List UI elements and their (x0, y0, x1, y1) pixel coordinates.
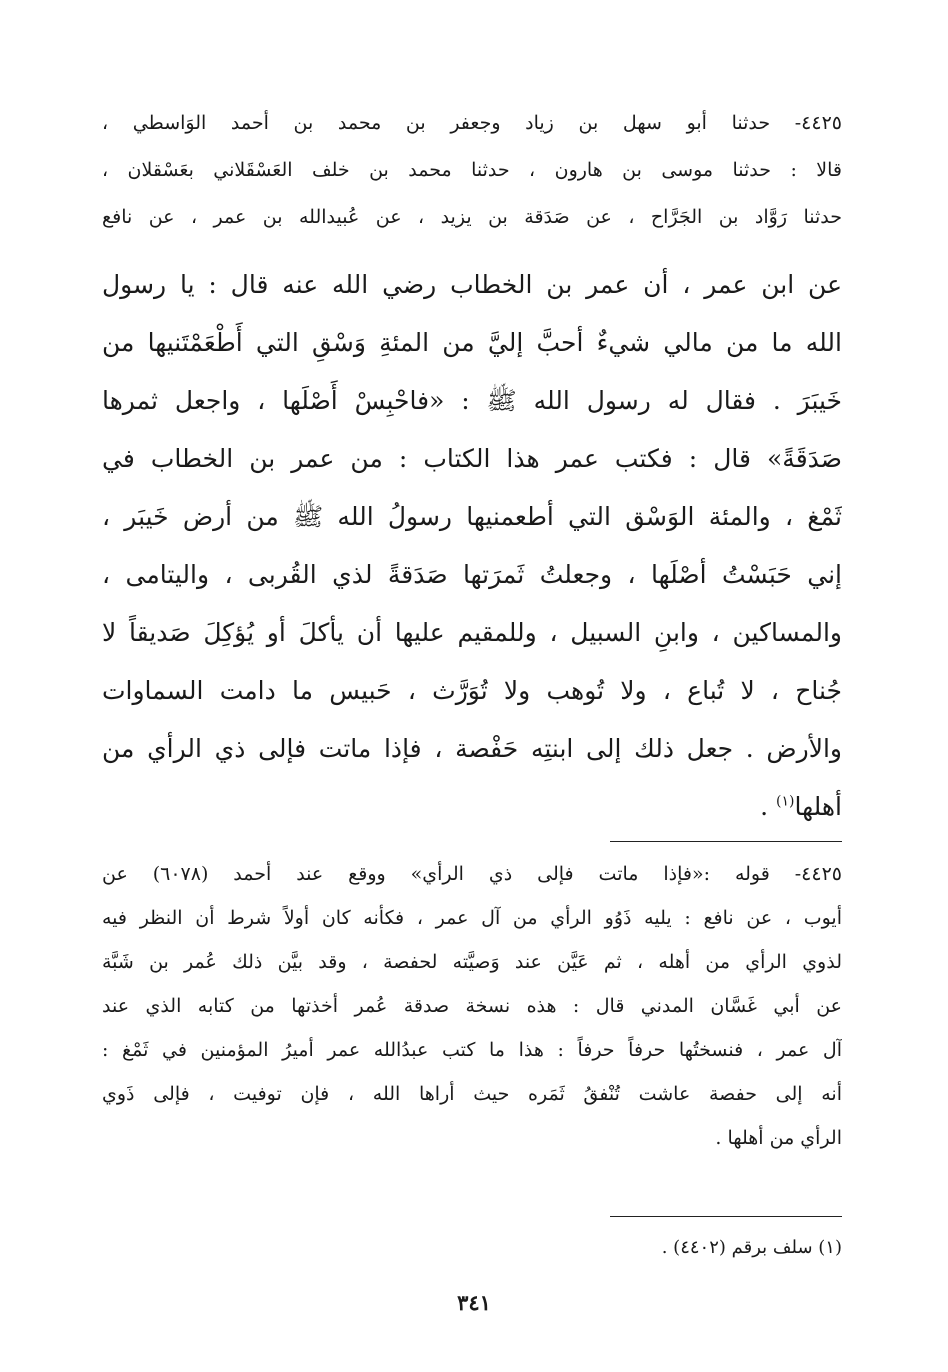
isnad-line: ٤٤٢٥- حدثنا أبو سهل بن زياد وجعفر بن محمد بن أحمد الوَاسطي ، (102, 112, 842, 134)
commentary-line: لذوي الرأي من أهله ، ثم عَيَّن عند وَصيَّته لحفصة ، وقد بيَّن ذلك عُمر بن شَبَّة (102, 951, 842, 973)
hadith-line: صَدَقَةً» قال : فكتب عمر هذا الكتاب : من عمر بن الخطاب في (102, 444, 842, 473)
hadith-line: خَيبَرَ . فقال له رسول الله ﷺ : «فاحْبِسْ أَصْلَها ، واجعل ثمرها (102, 386, 842, 415)
footnote-text: (١) سلف برقم (٤٤٠٢) . (661, 1237, 842, 1258)
commentary-line: أيوب ، عن نافع : يليه ذَوُو الرأي من آل عمر ، فكأنه كان أولاً شرط أن النظر فيه (102, 907, 842, 929)
isnad-line: حدثنا رَوَّاد بن الجَرَّاح ، عن صَدَقة بن يزيد ، عن عُبيدالله بن عمر ، عن نافع (102, 206, 842, 228)
commentary-divider (610, 841, 842, 842)
hadith-line: جُناح ، لا تُباع ، ولا تُوهب ولا تُوَرَّث ، حَبيس ما دامت السماوات (102, 676, 842, 705)
commentary-line: أنه إلى حفصة عاشت تُنْفقُ ثَمَره حيث أراها الله ، فإن توفيت ، فإلى ذَوي (102, 1083, 842, 1105)
isnad-line: قالا : حدثنا موسى بن هارون ، حدثنا محمد بن خلف العَسْقَلاني بعَسْقلان ، (102, 159, 842, 181)
hadith-line: ثَمْغ ، والمئة الوَسْق التي أطعمنيها رسولُ الله ﷺ من أرض خَيبَر ، (102, 502, 842, 531)
commentary-line: آل عمر ، فنسختُها حرفاً حرفاً : هذا ما كتب عبدُالله عمر أميرُ المؤمنين في ثَمْغ : (102, 1039, 842, 1061)
commentary-line: الرأي من أهلها . (715, 1127, 842, 1149)
footnote-reference[interactable]: (١) (775, 793, 795, 810)
hadith-end-mark: . (760, 792, 776, 821)
hadith-line: والمساكين ، وابنِ السبيل ، وللمقيم عليها أن يأكلَ أو يُؤكِلَ صَديقاً لا (102, 618, 842, 647)
hadith-line: الله ما من مالي شيءٌ أحبَّ إليَّ من المئةِ وَسْقِ التي أَطْعَمْتَنيها من (102, 328, 842, 357)
hadith-text (102, 256, 842, 836)
commentary (102, 852, 842, 1160)
hadith-last-word: أهلها (794, 792, 842, 821)
hadith-line: والأرض . جعل ذلك إلى ابنتِه حَفْصة ، فإذا ماتت فإلى ذي الرأي من (102, 734, 842, 763)
footnote (102, 1228, 842, 1268)
hadith-line: عن ابن عمر ، أن عمر بن الخطاب رضي الله عنه قال : يا رسول (102, 270, 842, 299)
page-number: ٣٤١ (457, 1290, 491, 1315)
hadith-line: إني حَبَسْتُ أصْلَها ، وجعلتُ ثَمرَتها صَدَقةً لذي القُربى ، واليتامى ، (102, 560, 842, 589)
hadith-last-line (102, 778, 842, 836)
commentary-line: ٤٤٢٥- قوله :«فإذا ماتت فإلى ذي الرأي» ووقع عند أحمد (٦٠٧٨) عن (102, 863, 842, 885)
commentary-line: عن أبي غَسَّان المدني قال : هذه نسخة صدقة عُمر أخذتها من كتابه الذي عند (102, 995, 842, 1017)
footnote-divider (610, 1216, 842, 1217)
hadith-isnad (102, 100, 842, 241)
